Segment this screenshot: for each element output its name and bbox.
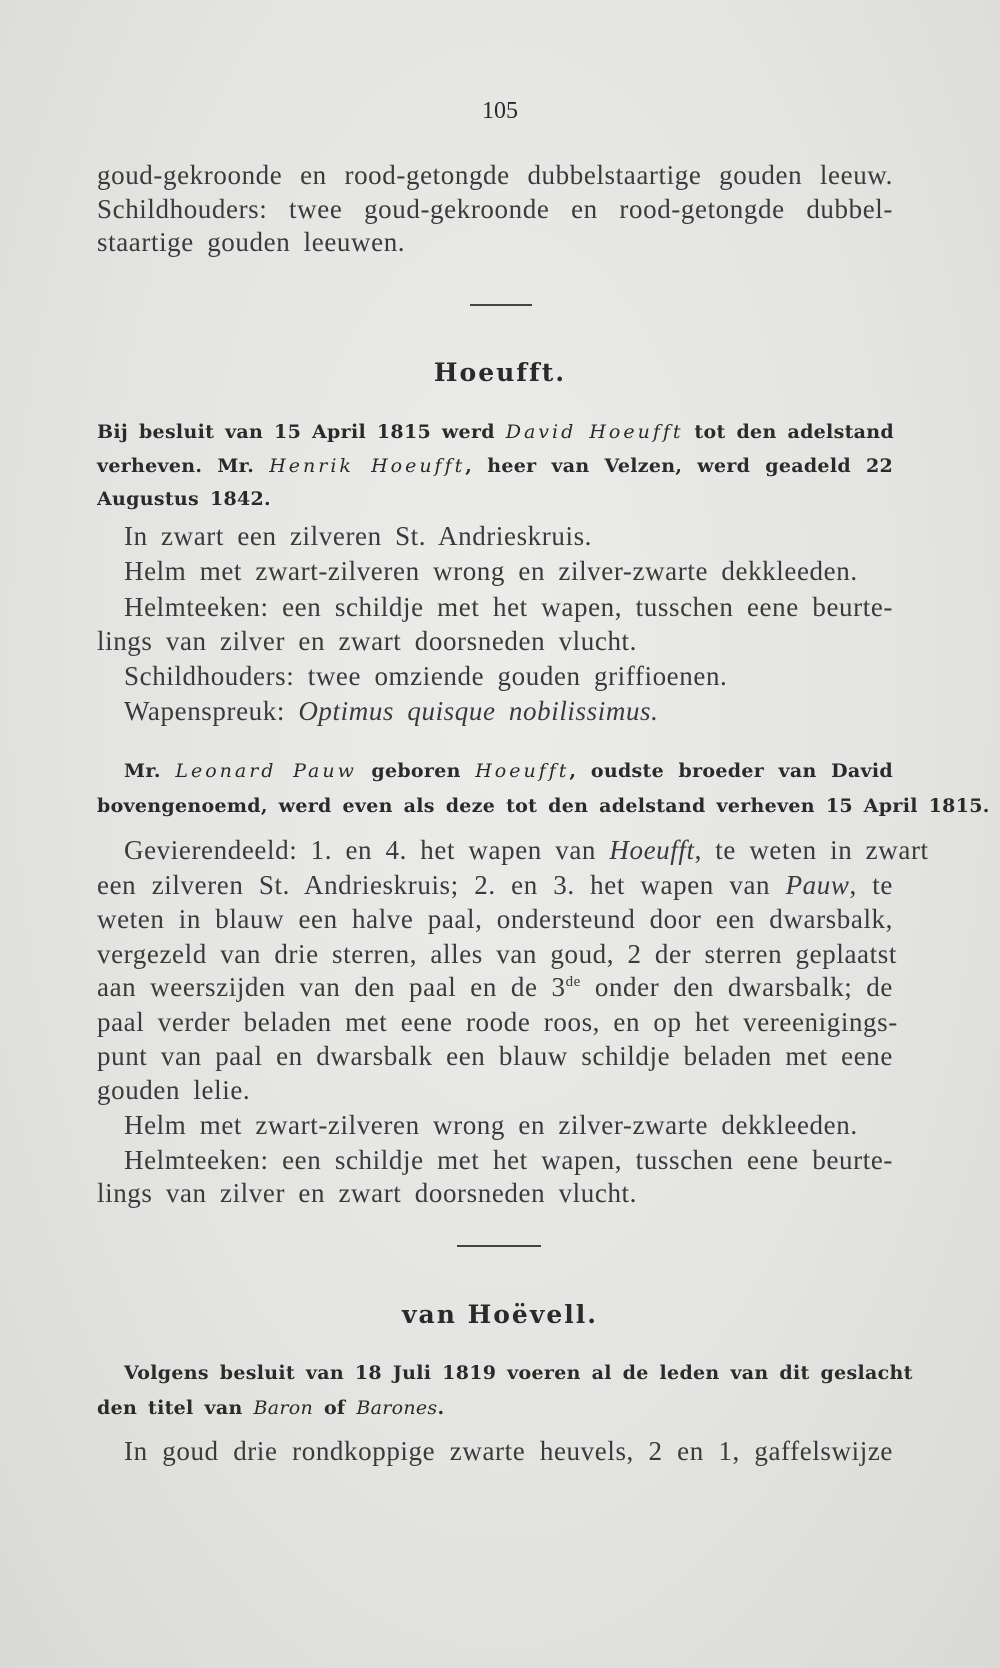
text-line: weten in blauw een halve paal, ondersteund door een dwarsbalk, xyxy=(97,904,893,934)
text-line: Schildhouders: twee omziende gouden griffioenen. xyxy=(124,661,728,691)
text-line: In zwart een zilveren St. Andrieskruis. xyxy=(124,521,593,551)
section-title-van-hoevell: van Hoëvell. xyxy=(402,1300,598,1329)
section-title-hoeufft: Hoeufft. xyxy=(433,358,567,387)
text-line: lings van zilver en zwart doorsneden vlucht. xyxy=(97,1178,638,1208)
text-line: den titel van Baron of Barones. xyxy=(97,1397,445,1419)
section-divider xyxy=(470,304,532,306)
text-line: vergezeld van drie sterren, alles van goud, 2 der sterren geplaatst xyxy=(97,939,897,969)
text-line: Helmteeken: een schildje met het wapen, tusschen eene beurte- xyxy=(124,592,893,622)
text-line: Wapenspreuk: Optimus quisque nobilissimus. xyxy=(124,696,659,726)
text-line: bovengenoemd, werd even als deze tot den adelstand verheven 15 April 1815. xyxy=(97,795,990,817)
text-line: Helmteeken: een schildje met het wapen, tusschen eene beurte- xyxy=(124,1145,893,1175)
page-number: 105 xyxy=(482,98,518,124)
person-name: Henrik Hoeufft xyxy=(269,455,466,477)
text-line: Bij besluit van 15 April 1815 werd David Hoeufft tot den adelstand xyxy=(97,421,894,443)
text-line: Augustus 1842. xyxy=(97,488,271,510)
text-line: aan weerszijden van den paal en de 3de onder den dwarsbalk; de xyxy=(97,972,893,1002)
text-line: gouden lelie. xyxy=(97,1075,251,1105)
text-line: Mr. Leonard Pauw geboren Hoeufft, oudste broeder van David xyxy=(124,760,893,782)
text-line: Helm met zwart-zilveren wrong en zilver-zwarte dekkleeden. xyxy=(124,1110,858,1140)
text-line: staartige gouden leeuwen. xyxy=(97,227,406,257)
text-line: lings van zilver en zwart doorsneden vlucht. xyxy=(97,626,638,656)
text-line: verheven. Mr. Henrik Hoeufft, heer van Velzen, werd geadeld 22 xyxy=(97,455,893,477)
text-line: punt van paal en dwarsbalk een blauw schildje beladen met eene xyxy=(97,1041,893,1071)
motto: Optimus quisque nobilissimus. xyxy=(298,696,659,726)
text-line: Gevierendeeld: 1. en 4. het wapen van Hoeufft, te weten in zwart xyxy=(124,835,929,865)
text-line: Volgens besluit van 18 Juli 1819 voeren al de leden van dit geslacht xyxy=(124,1362,913,1384)
section-divider xyxy=(457,1245,541,1247)
text-line: In goud drie rondkoppige zwarte heuvels, 2 en 1, gaffelswijze xyxy=(124,1436,893,1466)
text-line: paal verder beladen met eene roode roos, en op het vereenigings- xyxy=(97,1007,898,1037)
text-line: Helm met zwart-zilveren wrong en zilver-zwarte dekkleeden. xyxy=(124,556,858,586)
person-name: David Hoeufft xyxy=(505,421,684,443)
text-line: een zilveren St. Andrieskruis; 2. en 3. het wapen van Pauw, te xyxy=(97,870,893,900)
text-line: goud-gekroonde en rood-getongde dubbelstaartige gouden leeuw. xyxy=(97,160,893,190)
text-line: Schildhouders: twee goud-gekroonde en rood-getongde dubbel- xyxy=(97,194,893,224)
